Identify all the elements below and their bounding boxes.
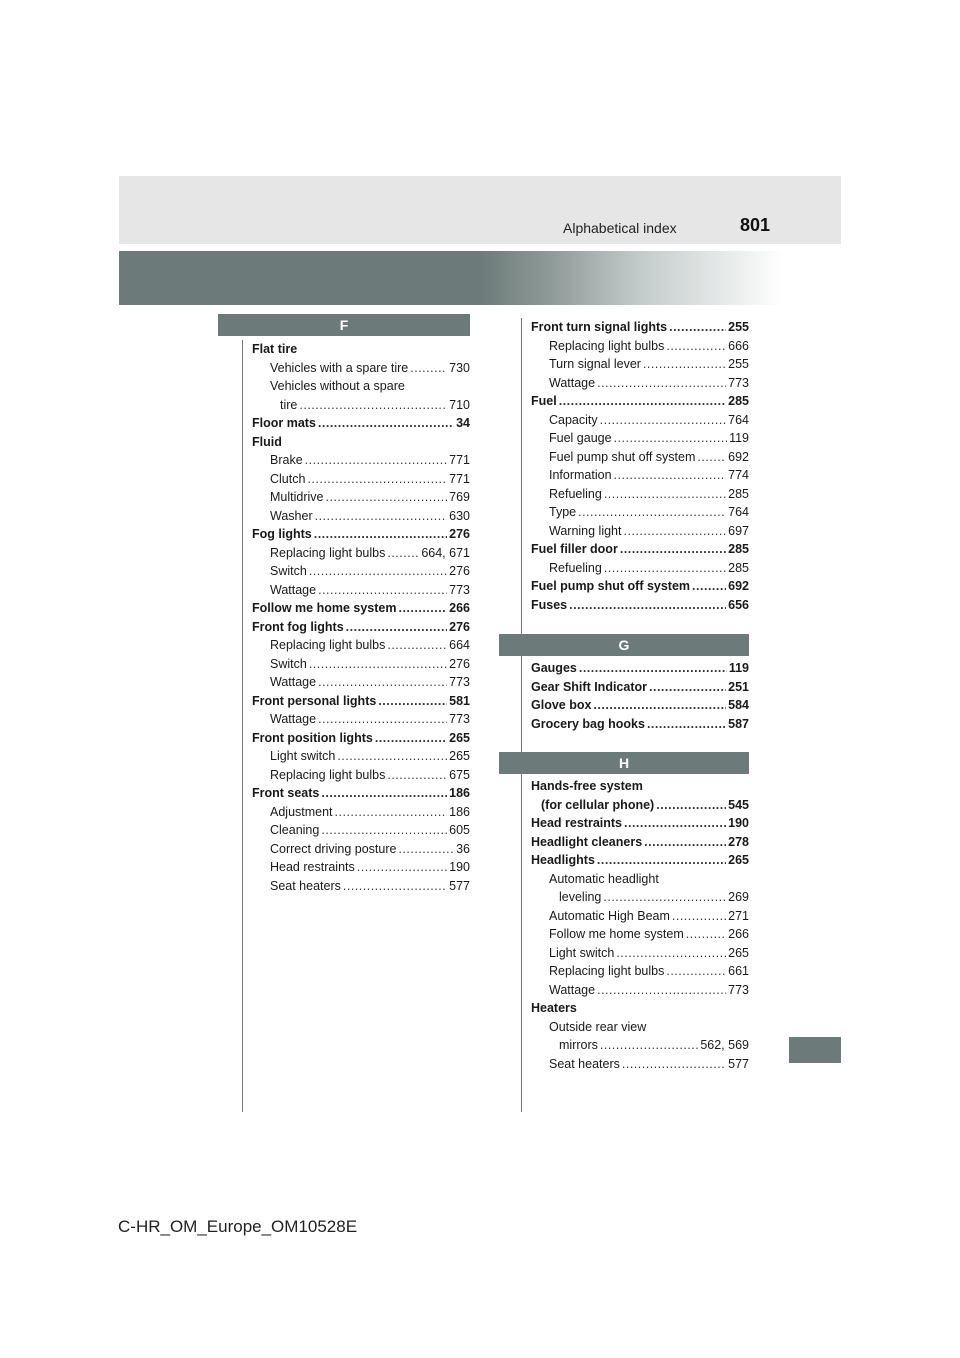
index-term: Fuel filler door	[531, 542, 618, 556]
index-page-ref: 265	[728, 945, 749, 960]
dot-leader	[697, 448, 726, 467]
document-id: C-HR_OM_Europe_OM10528E	[118, 1217, 358, 1236]
index-page-ref: 276	[449, 619, 470, 634]
index-term: Warning light	[549, 523, 622, 538]
index-page-ref: 266	[449, 601, 470, 615]
index-term: Washer	[270, 508, 313, 523]
decorative-banner	[119, 251, 841, 305]
index-page-ref: 773	[728, 375, 749, 390]
index-term: Fuel	[531, 394, 557, 408]
index-page-ref: 285	[728, 394, 749, 408]
index-term: Fuel pump shut off system	[549, 449, 696, 464]
index-entry	[531, 559, 749, 578]
index-entry	[531, 577, 749, 596]
dot-leader	[616, 944, 726, 963]
index-term: Seat heaters	[549, 1056, 620, 1071]
index-term: Front fog lights	[252, 619, 344, 634]
index-term: Light switch	[549, 945, 615, 960]
index-term: Vehicles without a spare	[270, 379, 405, 393]
index-entry	[252, 525, 470, 544]
dot-leader	[644, 833, 726, 852]
index-entry	[531, 907, 749, 926]
index-entry	[252, 618, 470, 637]
index-page-ref: 584	[728, 698, 749, 712]
dot-leader	[600, 1036, 698, 1055]
dot-leader	[622, 1055, 726, 1074]
index-term: Headlight cleaners	[531, 834, 643, 849]
index-page-ref: 119	[729, 431, 749, 445]
index-term: Head restraints	[531, 816, 623, 830]
index-entry	[531, 503, 749, 522]
index-term: Front personal lights	[252, 693, 377, 708]
index-page-ref: 664, 671	[421, 545, 470, 560]
index-term: leveling	[559, 890, 602, 904]
index-entry	[252, 507, 470, 526]
chapter-tab-marker	[789, 1037, 841, 1063]
index-page-ref: 190	[449, 860, 470, 874]
index-term: Replacing light bulbs	[549, 338, 665, 353]
dot-leader	[315, 507, 448, 526]
index-term: Heaters	[531, 1001, 577, 1015]
section-header-f: F	[218, 314, 470, 336]
index-entry	[252, 599, 470, 618]
dot-leader	[614, 429, 728, 448]
index-term: Headlights	[531, 853, 595, 867]
index-page-ref: 773	[449, 712, 470, 726]
page-number: 801	[740, 215, 771, 235]
dot-leader	[597, 981, 726, 1000]
index-entry	[252, 544, 470, 563]
index-entry	[531, 485, 749, 504]
index-entry	[531, 596, 749, 615]
index-page-ref: 271	[728, 908, 749, 923]
index-page-ref: 285	[728, 486, 749, 501]
index-entry	[531, 659, 749, 678]
index-entry	[531, 925, 749, 944]
dot-leader	[666, 337, 726, 356]
index-page-ref: 692	[728, 579, 749, 593]
index-term: Turn signal lever	[549, 357, 641, 371]
index-entry	[252, 840, 470, 859]
dot-leader	[398, 840, 454, 859]
index-term: Wattage	[549, 982, 596, 997]
dot-leader	[314, 525, 447, 544]
index-term: Flat tire	[252, 342, 298, 356]
dot-leader	[597, 851, 726, 870]
dot-leader	[593, 696, 726, 715]
index-page-ref: 666	[728, 338, 749, 353]
index-page-ref: 769	[449, 490, 470, 504]
right-index-column-f	[531, 318, 749, 614]
index-term: Wattage	[549, 375, 596, 390]
index-page-ref: 577	[728, 1056, 749, 1071]
dot-leader	[578, 503, 726, 522]
index-page-ref: 285	[728, 542, 749, 556]
dot-leader	[387, 766, 447, 785]
dot-leader	[318, 581, 447, 600]
dot-leader	[569, 596, 726, 615]
index-entry	[531, 999, 749, 1018]
index-entry	[531, 540, 749, 559]
index-term: Replacing light bulbs	[270, 638, 386, 652]
index-term: Replacing light bulbs	[270, 767, 386, 782]
dot-leader	[686, 925, 726, 944]
index-entry	[252, 451, 470, 470]
index-entry	[252, 396, 470, 415]
right-column-rule	[521, 318, 522, 1112]
index-entry	[531, 944, 749, 963]
index-term: Front turn signal lights	[531, 320, 668, 334]
index-entry	[252, 581, 470, 600]
index-entry	[531, 1036, 749, 1055]
dot-leader	[309, 655, 447, 674]
index-term: Fluid	[252, 434, 282, 449]
index-page-ref: 265	[449, 749, 470, 763]
dot-leader	[620, 540, 726, 559]
index-page-ref: 265	[728, 853, 749, 867]
index-term: Seat heaters	[270, 878, 341, 893]
index-term: Refueling	[549, 560, 602, 575]
index-entry	[252, 673, 470, 692]
index-term: Gauges	[531, 661, 577, 675]
index-term: Follow me home system	[549, 927, 684, 941]
index-term: Head restraints	[270, 860, 355, 874]
index-page-ref: 764	[728, 412, 749, 427]
index-term: Fuel pump shut off system	[531, 579, 691, 593]
index-page-ref: 186	[449, 804, 470, 819]
index-entry	[252, 414, 470, 433]
index-term: Refueling	[549, 486, 602, 501]
dot-leader	[318, 710, 447, 729]
index-term: Information	[549, 468, 612, 482]
index-entry	[531, 411, 749, 430]
dot-leader	[692, 577, 726, 596]
dot-leader	[346, 618, 447, 637]
dot-leader	[559, 392, 726, 411]
index-entry	[252, 858, 470, 877]
index-term: mirrors	[559, 1038, 598, 1052]
index-entry	[252, 729, 470, 748]
index-entry	[531, 777, 749, 796]
index-term: Automatic High Beam	[549, 908, 670, 923]
index-page-ref: 36	[456, 841, 470, 856]
index-page-ref: 605	[449, 823, 470, 837]
index-entry	[531, 355, 749, 374]
index-entry	[252, 359, 470, 378]
index-page-ref: 773	[728, 982, 749, 997]
index-page-ref: 34	[456, 416, 470, 430]
dot-leader	[603, 888, 726, 907]
section-header-g: G	[499, 634, 749, 656]
index-term: Front position lights	[252, 730, 373, 745]
index-term: Adjustment	[270, 804, 333, 819]
dot-leader	[387, 636, 447, 655]
index-entry	[252, 803, 470, 822]
index-page-ref: 630	[449, 508, 470, 523]
dot-leader	[398, 599, 447, 618]
dot-leader	[604, 485, 726, 504]
index-entry	[531, 833, 749, 852]
dot-leader	[318, 414, 454, 433]
index-page-ref: 190	[728, 816, 749, 830]
index-entry	[531, 429, 749, 448]
index-page-ref: 710	[449, 397, 470, 412]
index-entry	[531, 715, 749, 734]
index-entry	[252, 340, 470, 359]
index-entry	[252, 747, 470, 766]
dot-leader	[600, 411, 727, 430]
index-page-ref: 730	[449, 360, 470, 375]
index-page-ref: 774	[728, 468, 749, 482]
index-term: Fuses	[531, 597, 568, 612]
dot-leader	[378, 692, 447, 711]
dot-leader	[387, 544, 419, 563]
index-entry	[531, 962, 749, 981]
dot-leader	[614, 466, 727, 485]
index-entry	[252, 488, 470, 507]
index-term: Fuel gauge	[549, 431, 612, 445]
index-page-ref: 276	[449, 527, 470, 541]
index-entry	[252, 562, 470, 581]
index-entry	[531, 448, 749, 467]
index-entry	[252, 470, 470, 489]
index-entry	[252, 655, 470, 674]
dot-leader	[335, 803, 448, 822]
index-entry	[531, 392, 749, 411]
dot-leader	[318, 673, 447, 692]
index-entry	[252, 692, 470, 711]
index-entry	[252, 784, 470, 803]
index-term: Cleaning	[270, 823, 320, 837]
dot-leader	[624, 814, 726, 833]
right-index-column-h	[531, 777, 749, 1073]
dot-leader	[309, 562, 447, 581]
dot-leader	[669, 318, 726, 337]
left-column-rule	[242, 340, 243, 1112]
index-page-ref: 692	[728, 449, 749, 464]
index-term: (for cellular phone)	[541, 797, 655, 812]
index-term: Capacity	[549, 412, 598, 427]
index-page-ref: 664	[449, 638, 470, 652]
index-page-ref: 581	[449, 693, 470, 708]
index-entry	[531, 466, 749, 485]
dot-leader	[299, 396, 447, 415]
index-page-ref: 697	[728, 523, 749, 538]
dot-leader	[647, 715, 726, 734]
index-entry	[531, 1055, 749, 1074]
header-band	[119, 176, 841, 244]
dot-leader	[672, 907, 726, 926]
dot-leader	[656, 796, 726, 815]
dot-leader	[343, 877, 447, 896]
index-entry	[252, 877, 470, 896]
index-term: Light switch	[270, 749, 336, 763]
index-entry	[531, 870, 749, 889]
index-page-ref: 545	[728, 797, 749, 812]
index-entry	[252, 377, 470, 396]
index-term: Follow me home system	[252, 601, 397, 615]
index-page-ref: 255	[728, 357, 749, 371]
index-term: Multidrive	[270, 490, 324, 504]
index-page-ref: 675	[449, 767, 470, 782]
dot-leader	[307, 470, 447, 489]
index-page-ref: 119	[728, 661, 749, 675]
index-entry	[531, 374, 749, 393]
index-page-ref: 773	[449, 582, 470, 597]
index-page-ref: 562, 569	[700, 1038, 749, 1052]
dot-leader	[643, 355, 726, 374]
index-term: Gear Shift Indicator	[531, 679, 647, 694]
dot-leader	[326, 488, 448, 507]
index-page-ref: 577	[449, 878, 470, 893]
index-term: Grocery bag hooks	[531, 716, 645, 731]
index-term: Replacing light bulbs	[549, 964, 665, 978]
dot-leader	[337, 747, 447, 766]
index-page-ref: 285	[728, 560, 749, 575]
index-term: Type	[549, 505, 577, 519]
index-page-ref: 186	[449, 786, 470, 800]
index-page-ref: 278	[728, 834, 749, 849]
index-entry	[531, 888, 749, 907]
section-header-h: H	[499, 752, 749, 774]
index-term: Glove box	[531, 698, 592, 712]
index-entry	[531, 337, 749, 356]
index-entry	[252, 636, 470, 655]
index-term: Floor mats	[252, 416, 316, 430]
index-term: Front seats	[252, 786, 320, 800]
dot-leader	[305, 451, 447, 470]
index-page-ref: 661	[728, 964, 749, 978]
dot-leader	[357, 858, 447, 877]
index-term: Correct driving posture	[270, 841, 397, 856]
index-entry	[252, 821, 470, 840]
right-index-column-g	[531, 659, 749, 733]
dot-leader	[666, 962, 726, 981]
index-term: Automatic headlight	[549, 871, 659, 886]
dot-leader	[649, 678, 726, 697]
dot-leader	[579, 659, 727, 678]
index-page-ref: 276	[449, 656, 470, 671]
index-entry	[531, 796, 749, 815]
index-term: Switch	[270, 656, 307, 671]
dot-leader	[321, 784, 447, 803]
index-entry	[531, 1018, 749, 1037]
index-page-ref: 269	[728, 890, 749, 904]
index-term: Wattage	[270, 712, 317, 726]
index-term: Switch	[270, 564, 307, 578]
index-entry	[531, 981, 749, 1000]
index-page-ref: 265	[449, 730, 470, 745]
index-page-ref: 764	[728, 505, 749, 519]
index-term: Replacing light bulbs	[270, 545, 386, 560]
dot-leader	[375, 729, 447, 748]
index-entry	[531, 851, 749, 870]
index-term: Vehicles with a spare tire	[270, 360, 409, 375]
dot-leader	[321, 821, 447, 840]
index-page-ref: 251	[728, 679, 749, 694]
section-title: Alphabetical index	[563, 220, 677, 236]
dot-leader	[604, 559, 726, 578]
index-page-ref: 771	[449, 471, 470, 486]
dot-leader	[597, 374, 726, 393]
index-page-ref: 255	[728, 320, 749, 334]
index-entry	[531, 318, 749, 337]
index-page-ref: 656	[728, 597, 749, 612]
index-page-ref: 276	[449, 564, 470, 578]
index-page-ref: 773	[449, 675, 470, 689]
index-entry	[252, 766, 470, 785]
index-term: Wattage	[270, 582, 317, 597]
index-term: Wattage	[270, 675, 317, 689]
index-entry	[252, 710, 470, 729]
dot-leader	[410, 359, 447, 378]
index-entry	[531, 696, 749, 715]
index-entry	[531, 678, 749, 697]
index-entry	[531, 814, 749, 833]
index-entry	[252, 433, 470, 452]
index-term: Outside rear view	[549, 1019, 647, 1034]
left-index-column	[252, 340, 470, 895]
index-term: Fog lights	[252, 527, 312, 541]
index-term: Hands-free system	[531, 779, 643, 793]
index-page-ref: 771	[449, 453, 470, 467]
index-page-ref: 587	[728, 716, 749, 731]
index-page-ref: 266	[728, 927, 749, 941]
dot-leader	[624, 522, 727, 541]
index-term: tire	[280, 397, 298, 412]
index-term: Clutch	[270, 471, 306, 486]
index-entry	[531, 522, 749, 541]
index-term: Brake	[270, 453, 303, 467]
